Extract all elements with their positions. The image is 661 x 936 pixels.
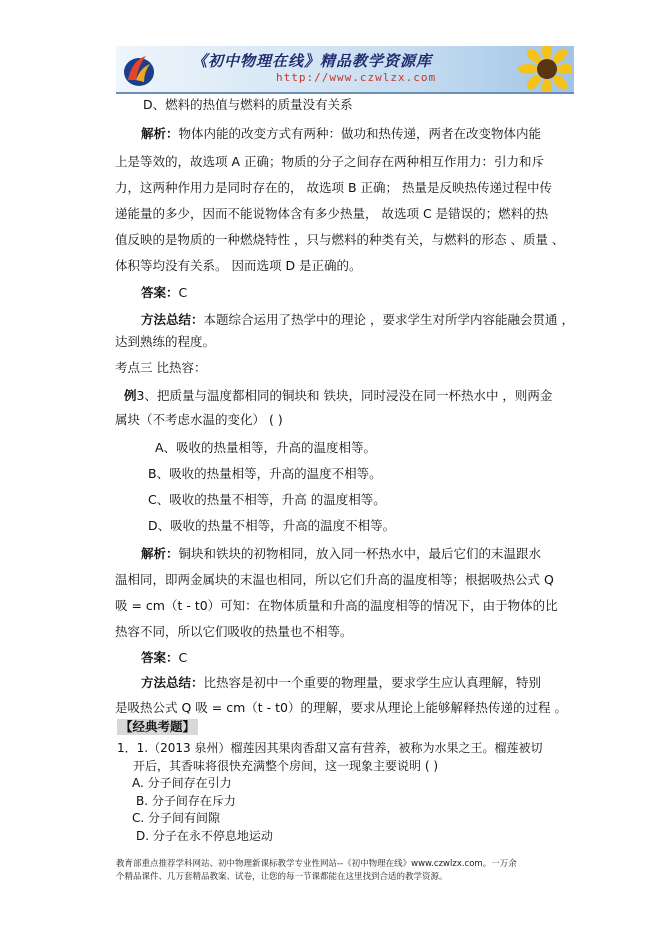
question-line bbox=[136, 828, 273, 844]
line-text: 是吸热公式 Q 吸 = cm（t - t0）的理解，要求从理论上能够解释热传递的过程 。 bbox=[115, 700, 567, 715]
text-line bbox=[115, 572, 554, 588]
line-text: 递能量的多少，因而不能说物体含有多少热量， 故选项 C 是错误的；燃料的热 bbox=[115, 206, 549, 221]
text-line bbox=[141, 312, 574, 328]
question-line bbox=[132, 775, 232, 791]
text-line bbox=[124, 388, 552, 404]
line-text: 吸 = cm（t - t0）可知：在物体质量和升高的温度相等的情况下，由于物体的比 bbox=[115, 598, 558, 613]
line-text: D、燃料的热值与燃料的质量没有关系 bbox=[143, 97, 353, 112]
line-text: B. 分子间存在斥力 bbox=[136, 794, 236, 808]
line-text: 力，这两种作用力是同时存在的， 故选项 B 正确； 热量是反映热传递过程中传 bbox=[115, 180, 552, 195]
text-line bbox=[115, 360, 206, 376]
line-label: 解析： bbox=[141, 126, 179, 141]
text-line bbox=[115, 180, 552, 196]
banner-title: 《初中物理在线》精品教学资源库 bbox=[192, 52, 433, 70]
line-text: 本题综合运用了热学中的理论 ，要求学生对所学内容能融会贯通 ， bbox=[203, 312, 574, 327]
line-text: 温相同，即两金属块的末温也相同，所以它们升高的温度相等；根据吸热公式 Q bbox=[115, 572, 554, 587]
line-text: 物体内能的改变方式有两种：做功和热传递，两者在改变物体内能 bbox=[178, 126, 542, 141]
text-line bbox=[148, 466, 382, 482]
line-text: B、吸收的热量相等，升高的温度不相等。 bbox=[148, 466, 382, 481]
question-line bbox=[136, 793, 236, 809]
text-line bbox=[148, 492, 386, 508]
line-text: 值反映的是物质的一种燃烧特性 ，只与燃料的种类有关，与燃料的形态 、质量 、 bbox=[115, 232, 565, 247]
text-line bbox=[115, 700, 567, 716]
text-line bbox=[115, 598, 558, 614]
text-line bbox=[143, 97, 353, 113]
question-line bbox=[133, 758, 438, 774]
line-text: 达到熟练的程度。 bbox=[115, 334, 216, 349]
line-text: 比热容是初中一个重要的物理量，要求学生应认真理解，特别 bbox=[203, 675, 542, 690]
line-text: 体积等均没有关系。 因而选项 D 是正确的。 bbox=[115, 258, 362, 273]
text-line bbox=[115, 154, 544, 170]
site-logo-icon bbox=[122, 50, 156, 88]
line-label: 例 bbox=[124, 388, 137, 403]
line-text: C bbox=[178, 650, 188, 665]
text-line bbox=[141, 546, 541, 562]
section-tag: 【经典考题】 bbox=[117, 719, 198, 735]
text-line bbox=[141, 650, 187, 666]
text-line bbox=[115, 624, 353, 640]
line-text: 上是等效的，故选项 A 正确；物质的分子之间存在两种相互作用力：引力和斥 bbox=[115, 154, 544, 169]
text-line bbox=[141, 285, 187, 301]
line-text: D、吸收的热量不相等，升高的温度不相等。 bbox=[148, 518, 396, 533]
text-line bbox=[115, 232, 564, 248]
line-text: 热容不同，所以它们吸收的热量也不相等。 bbox=[115, 624, 353, 639]
line-text: C、吸收的热量不相等，升高 的温度相等。 bbox=[148, 492, 386, 507]
text-line bbox=[155, 440, 376, 456]
question-line bbox=[132, 810, 220, 826]
line-text: 考点三 比热容： bbox=[115, 360, 207, 375]
text-line bbox=[115, 412, 283, 428]
line-text: D. 分子在永不停息地运动 bbox=[136, 829, 273, 843]
text-line bbox=[115, 334, 215, 350]
site-banner bbox=[116, 46, 574, 94]
line-text: 属块（不考虑水温的变化） ( ) bbox=[115, 412, 283, 427]
footer-line-2: 个精品课件、几万套精品教案、试卷，让您的每一节课都能在这里找到合适的教学资源。 bbox=[116, 872, 448, 882]
footer-line-1: 教育部重点推荐学科网站、初中物理新课标教学专业性网站--《初中物理在线》www.czwlzx.com。一万余 bbox=[116, 859, 517, 869]
line-text: C. 分子间有间隙 bbox=[132, 811, 221, 825]
line-label: 方法总结： bbox=[141, 675, 204, 690]
line-text: 铜块和铁块的初物相同，放入同一杯热水中，最后它们的末温跟水 bbox=[178, 546, 542, 561]
line-text: C bbox=[178, 285, 188, 300]
line-text: A. 分子间存在引力 bbox=[132, 776, 232, 790]
line-label: 解析： bbox=[141, 546, 179, 561]
line-label: 答案： bbox=[141, 650, 179, 665]
line-text: 开后，其香味将很快充满整个房间，这一现象主要说明 ( ) bbox=[133, 759, 438, 773]
text-line bbox=[141, 126, 541, 142]
question-line bbox=[117, 740, 542, 756]
line-text: 1．1.（2013 泉州）榴莲因其果肉香甜又富有营养，被称为水果之王。榴莲被切 bbox=[117, 741, 543, 755]
line-text: 3、把质量与温度都相同的铜块和 铁块，同时浸没在同一杯热水中 ，则两金 bbox=[136, 388, 553, 403]
text-line bbox=[148, 518, 395, 534]
text-line bbox=[115, 206, 548, 222]
line-label: 方法总结： bbox=[141, 312, 204, 327]
line-text: A、吸收的热量相等，升高的温度相等。 bbox=[155, 440, 377, 455]
sunflower-icon bbox=[502, 46, 572, 94]
text-line bbox=[141, 675, 541, 691]
line-label: 答案： bbox=[141, 285, 179, 300]
banner-url[interactable]: http://www.czwlzx.com bbox=[276, 71, 437, 84]
text-line bbox=[115, 258, 362, 274]
